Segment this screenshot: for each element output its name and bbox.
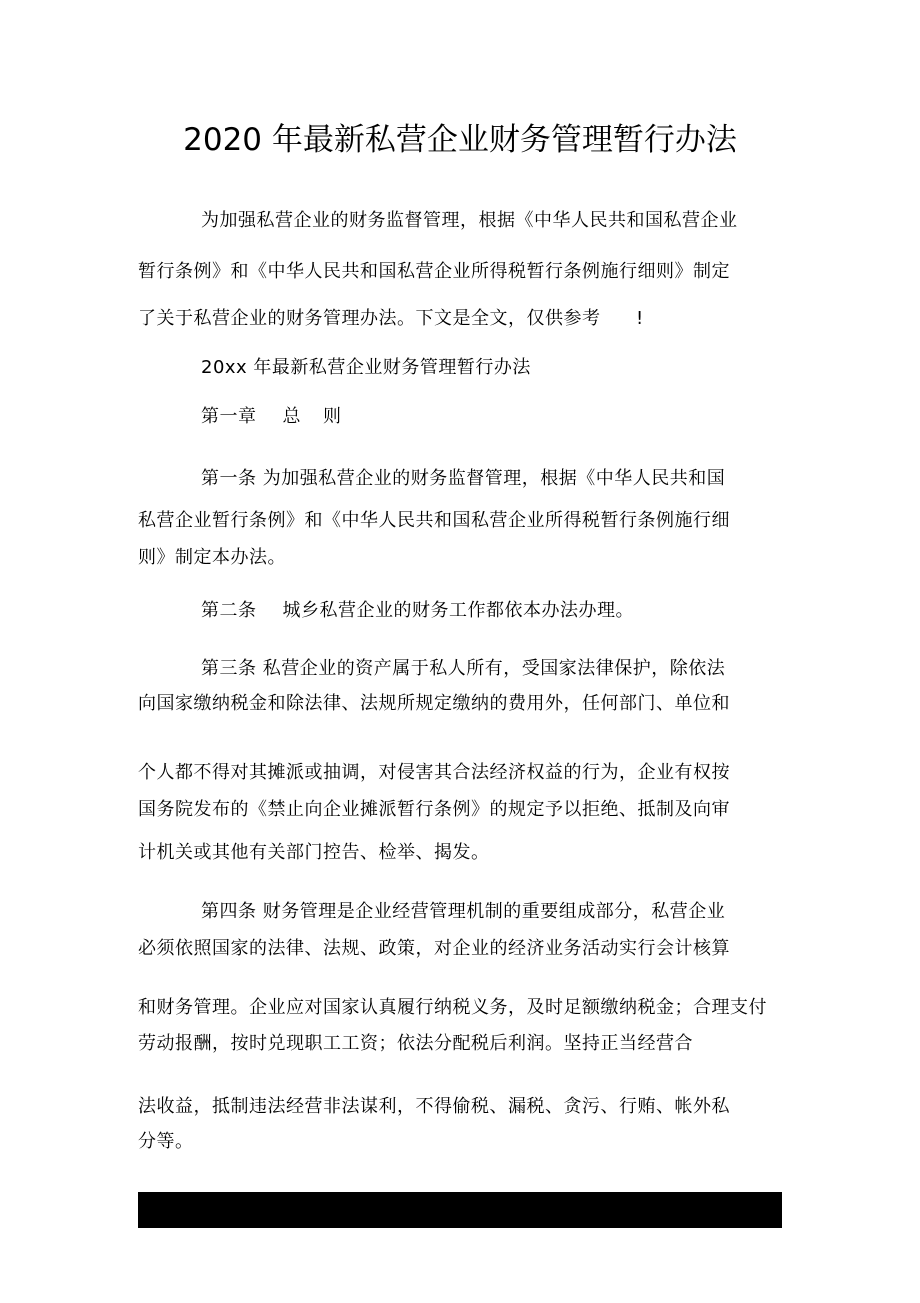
article4-line-3: 和财务管理。企业应对国家认真履行纳税义务，及时足额缴纳税金；合理支付 — [138, 997, 767, 1018]
article2 — [201, 598, 634, 624]
footer-black-bar — [138, 1192, 782, 1228]
article3-line-5: 计机关或其他有关部门控告、检举、揭发。 — [138, 842, 490, 863]
article3-line-2: 向国家缴纳税金和除法律、法规所规定缴纳的费用外，任何部门、单位和 — [138, 693, 730, 714]
article4-line-6: 分等。 — [138, 1131, 194, 1152]
article4-line-5: 法收益，抵制违法经营非法谋利，不得偷税、漏税、贪污、行贿、帐外私 — [138, 1096, 730, 1117]
article3-line-4: 国务院发布的《禁止向企业摊派暂行条例》的规定予以拒绝、抵制及向审 — [138, 799, 730, 820]
article4-line-4: 劳动报酬，按时兑现职工工资；依法分配税后利润。坚持正当经营合 — [138, 1033, 693, 1054]
article1-line-3: 则》制定本办法。 — [138, 547, 286, 568]
document-title: 2020 年最新私营企业财务管理暂行办法 — [183, 122, 737, 158]
article4-line-2: 必须依照国家的法律、法规、政策，对企业的经济业务活动实行会计核算 — [138, 938, 730, 959]
article2-label: 第二条 — [201, 600, 257, 621]
chapter-heading — [201, 404, 342, 430]
chapter-word-1: 总 — [282, 406, 301, 427]
article3-line-1: 第三条 私营企业的资产属于私人所有，受国家法律保护，除依法 — [201, 658, 726, 679]
article1-line-2: 私营企业暂行条例》和《中华人民共和国私营企业所得税暂行条例施行细 — [138, 510, 730, 531]
intro-line-1: 为加强私营企业的财务监督管理，根据《中华人民共和国私营企业 — [201, 210, 738, 231]
chapter-label: 第一章 — [201, 406, 257, 427]
article2-text: 城乡私营企业的财务工作都依本办法办理。 — [282, 600, 634, 621]
intro-line-3: 了关于私营企业的财务管理办法。下文是全文，仅供参考 — [138, 308, 601, 329]
intro-exclamation: ! — [636, 308, 644, 329]
article1-line-1: 第一条 为加强私营企业的财务监督管理，根据《中华人民共和国 — [201, 468, 726, 489]
article4-line-1: 第四条 财务管理是企业经营管理机制的重要组成部分，私营企业 — [201, 901, 726, 922]
chapter-word-2: 则 — [323, 406, 342, 427]
intro-line-2: 暂行条例》和《中华人民共和国私营企业所得税暂行条例施行细则》制定 — [138, 261, 730, 282]
subtitle: 20xx 年最新私营企业财务管理暂行办法 — [201, 357, 531, 378]
article3-line-3: 个人都不得对其摊派或抽调，对侵害其合法经济权益的行为，企业有权按 — [138, 762, 730, 783]
